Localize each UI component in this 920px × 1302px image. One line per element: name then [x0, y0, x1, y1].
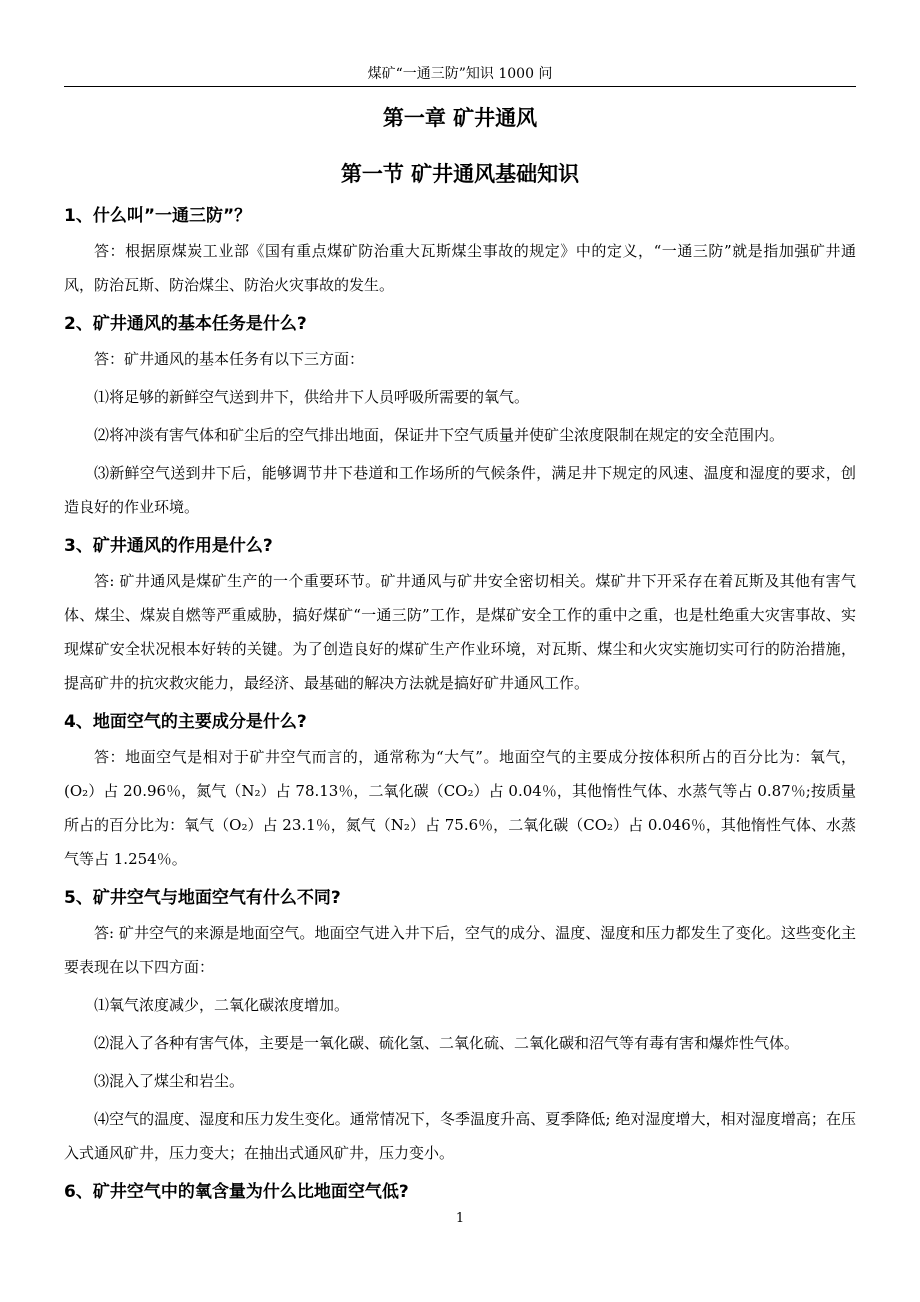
question-5-title: 5、矿井空气与地面空气有什么不同?	[64, 888, 341, 908]
question-5-item-1: ⑴氧气浓度减少，二氧化碳浓度增加。	[94, 996, 350, 1014]
header-rule	[64, 86, 856, 87]
question-5-answer-intro: 答: 矿井空气的来源是地面空气。地面空气进入井下后，空气的成分、温度、湿度和压力都发生了变化。这些变化主要表现在以下四方面：	[64, 924, 856, 976]
question-2-title: 2、矿井通风的基本任务是什么?	[64, 314, 307, 334]
page-number: 1	[455, 1211, 465, 1226]
question-4-answer: 答：地面空气是相对于矿井空气而言的，通常称为“大气”。地面空气的主要成分按体积所占的百分比为：氧气，(O₂）占 20.96％，氮气（N₂）占 78.13％，二氧化碳（CO₂）占 0.04％，其他惰性气体、水蒸气等占 0.87％;按质量所占的百分比为：氧气（O₂）占 23.1％，氮气（N₂）占 75.6％，二氧化碳（CO₂）占 0.046％，其他惰性气体、水蒸气等占 1.254％。	[64, 748, 856, 868]
question-2-item-1: ⑴将足够的新鲜空气送到井下，供给井下人员呼吸所需要的氧气。	[94, 388, 530, 406]
question-2-item-2: ⑵将冲淡有害气体和矿尘后的空气排出地面，保证井下空气质量并使矿尘浓度限制在规定的安全范围内。	[94, 426, 785, 444]
question-5-item-4: ⑷空气的温度、湿度和压力发生变化。通常情况下，冬季温度升高、夏季降低; 绝对湿度增大，相对湿度增高；在压入式通风矿井，压力变大；在抽出式通风矿井，压力变小。	[64, 1110, 856, 1162]
question-1-title: 1、什么叫”一通三防”？	[64, 206, 252, 226]
question-4-title: 4、地面空气的主要成分是什么?	[64, 712, 307, 732]
chapter-title: 第一章 矿井通风	[382, 106, 538, 130]
question-2-answer-intro: 答：矿井通风的基本任务有以下三方面：	[94, 350, 365, 368]
section-title: 第一节 矿井通风基础知识	[340, 162, 580, 186]
question-6-title: 6、矿井空气中的氧含量为什么比地面空气低?	[64, 1182, 409, 1202]
question-2-item-3: ⑶新鲜空气送到井下后，能够调节井下巷道和工作场所的气候条件，满足井下规定的风速、温度和湿度的要求，创造良好的作业环境。	[64, 464, 856, 516]
page-content	[64, 100, 856, 1210]
running-header: 煤矿“一通三防”知识 1000 问	[367, 66, 553, 82]
question-3-title: 3、矿井通风的作用是什么?	[64, 536, 273, 556]
question-5-item-3: ⑶混入了煤尘和岩尘。	[94, 1072, 245, 1090]
question-1-answer: 答：根据原煤炭工业部《国有重点煤矿防治重大瓦斯煤尘事故的规定》中的定义，“一通三防”就是指加强矿井通风，防治瓦斯、防治煤尘、防治火灾事故的发生。	[64, 242, 856, 294]
question-5-item-2: ⑵混入了各种有害气体，主要是一氧化碳、硫化氢、二氧化硫、二氧化碳和沼气等有毒有害和爆炸性气体。	[94, 1034, 800, 1052]
question-3-answer: 答: 矿井通风是煤矿生产的一个重要环节。矿井通风与矿井安全密切相关。煤矿井下开采存在着瓦斯及其他有害气体、煤尘、煤炭自燃等严重威胁，搞好煤矿“一通三防”工作，是煤矿安全工作的重中之重，也是杜绝重大灾害事故、实现煤矿安全状况根本好转的关键。为了创造良好的煤矿生产作业环境，对瓦斯、煤尘和火灾实施切实可行的防治措施，提高矿井的抗灾救灾能力，最经济、最基础的解决方法就是搞好矿井通风工作。	[64, 572, 856, 692]
